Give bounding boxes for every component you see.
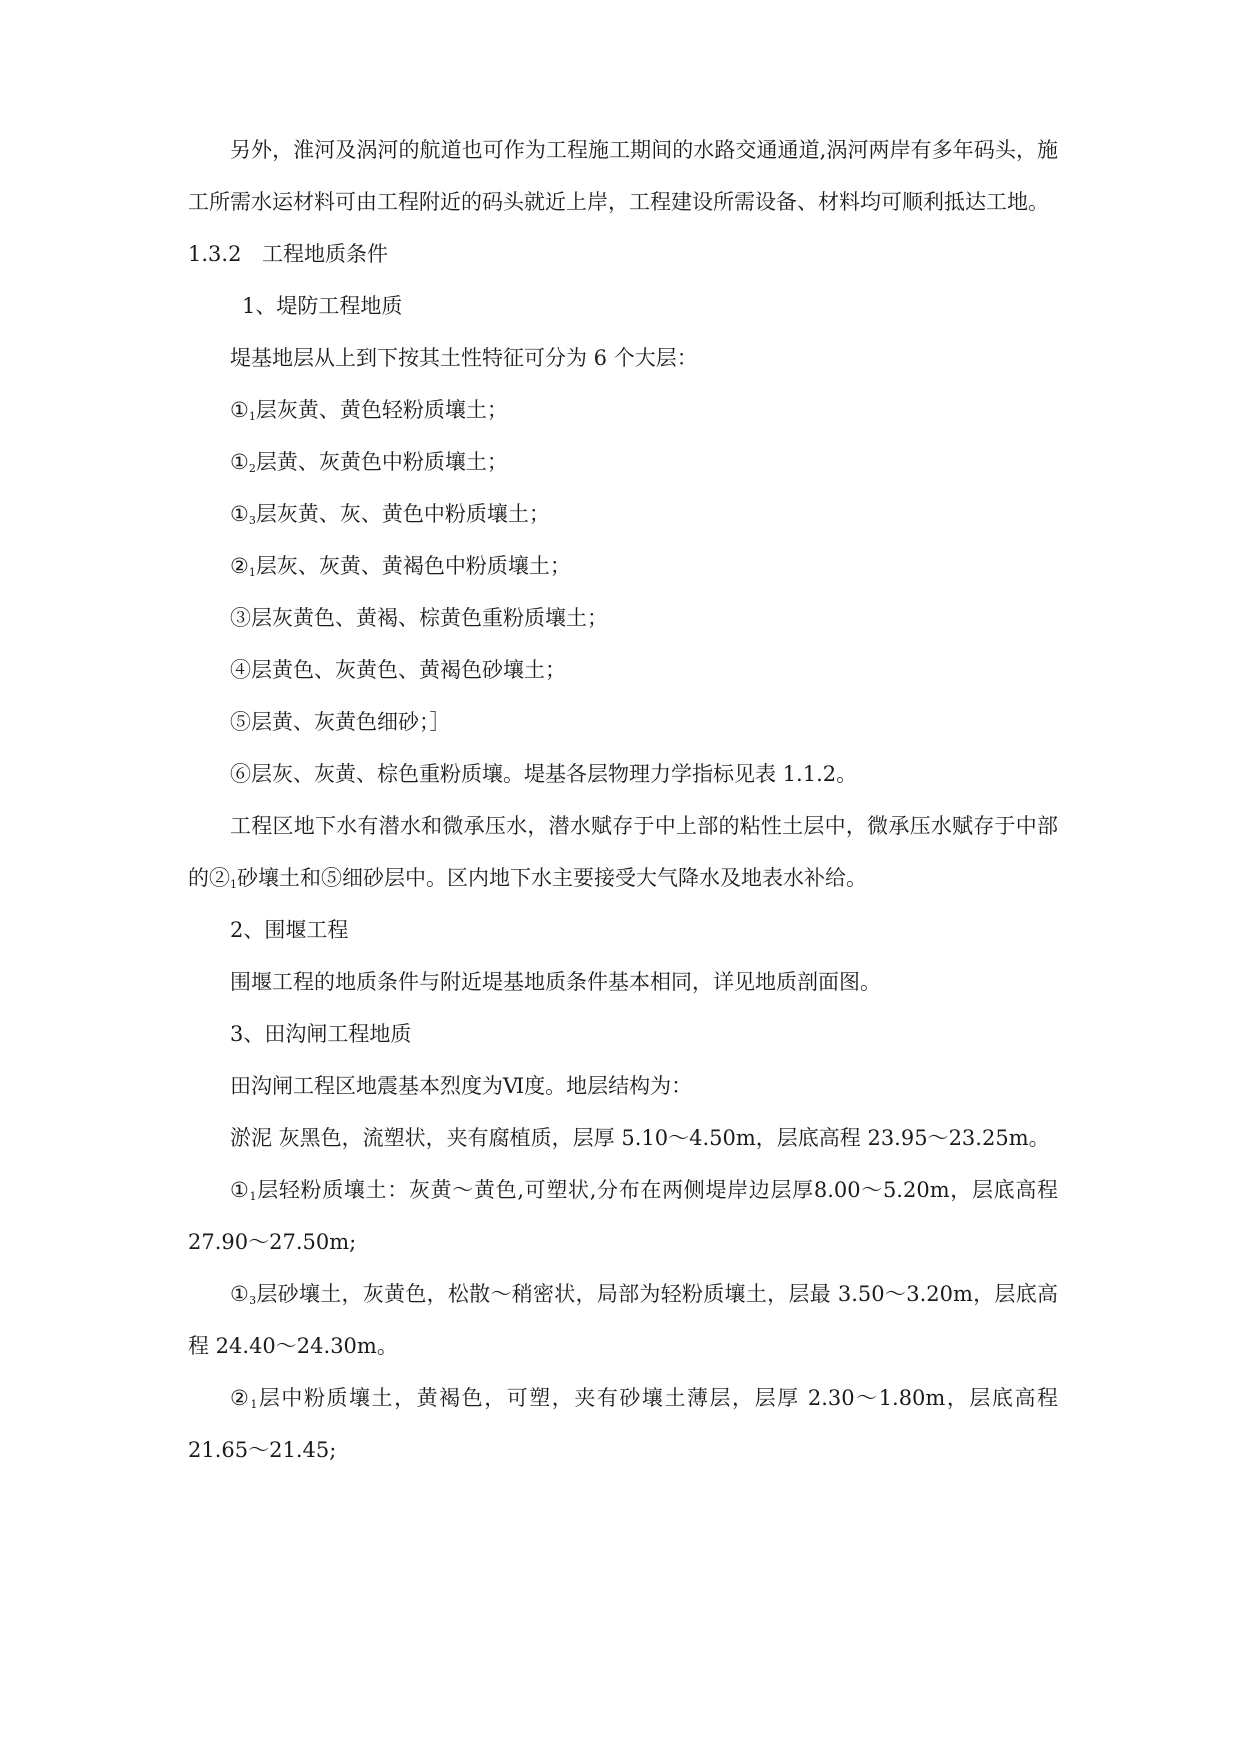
paragraph-groundwater: 工程区地下水有潜水和微承压水，潜水赋存于中上部的粘性土层中，微承压水赋存于中部的$②_1$砂壤土和⑤细砂层中。区内地下水主要接受大气降水及地表水补给。 — [188, 814, 1058, 891]
stratum-item: ③层灰黄色、黄褐、棕黄色重粉质壤土； — [230, 606, 608, 630]
document-page — [188, 124, 1058, 1476]
subheading-tiangou-sluice: 3、田沟闸工程地质 — [230, 1022, 412, 1046]
stratum-item: ④层黄色、灰黄色、黄褐色砂壤土； — [230, 658, 566, 682]
section-title: 工程地质条件 — [262, 242, 388, 266]
stratum-item: $①_3$层灰黄、灰、黄色中粉质壤土； — [230, 502, 550, 527]
layer-item: $①_3$层砂壤土，灰黄色，松散～稍密状，局部为轻粉质壤土，层最 3.50～3.20m，层底高程 24.40～24.30m。 — [188, 1282, 1058, 1358]
stratum-item: $②_1$层灰、灰黄、黄褐色中粉质壤土； — [230, 554, 571, 579]
strata-intro: 堤基地层从上到下按其土性特征可分为 6 个大层： — [230, 346, 698, 370]
layer-item: $②_1$层中粉质壤土，黄褐色，可塑，夹有砂壤土薄层，层厚 2.30～1.80m，层底高程 21.65～21.45; — [188, 1386, 1058, 1462]
stratum-item: ⑥层灰、灰黄、棕色重粉质壤。堤基各层物理力学指标见表 1.1.2。 — [230, 762, 858, 786]
paragraph-silt: 淤泥 灰黑色，流塑状，夹有腐植质，层厚 5.10～4.50m，层底高程 23.95～23.25m。 — [230, 1126, 1050, 1150]
stratum-item: $①_2$层黄、灰黄色中粉质壤土； — [230, 450, 508, 475]
stratum-item: ⑤层黄、灰黄色细砂；］ — [230, 710, 451, 734]
section-number: 1.3.2 — [188, 242, 242, 266]
paragraph-cofferdam: 围堰工程的地质条件与附近堤基地质条件基本相同，详见地质剖面图。 — [230, 970, 881, 994]
paragraph-tiangou-intro: 田沟闸工程区地震基本烈度为Ⅵ度。地层结构为： — [230, 1074, 693, 1098]
section-heading — [188, 228, 1058, 280]
subheading-cofferdam: 2、围堰工程 — [230, 918, 349, 942]
stratum-item: $①_1$层灰黄、黄色轻粉质壤土； — [230, 398, 508, 423]
paragraph-transport: 另外，淮河及涡河的航道也可作为工程施工期间的水路交通通道,涡河两岸有多年码头，施工所需水运材料可由工程附近的码头就近上岸，工程建设所需设备、材料均可顺利抵达工地。 — [188, 138, 1058, 214]
layer-item: $①_1$层轻粉质壤土：灰黄～黄色,可塑状,分布在两侧堤岸边层厚8.00～5.20m，层底高程 27.90～27.50m; — [188, 1178, 1059, 1254]
subheading-dike-geology: 1、堤防工程地质 — [242, 294, 403, 318]
